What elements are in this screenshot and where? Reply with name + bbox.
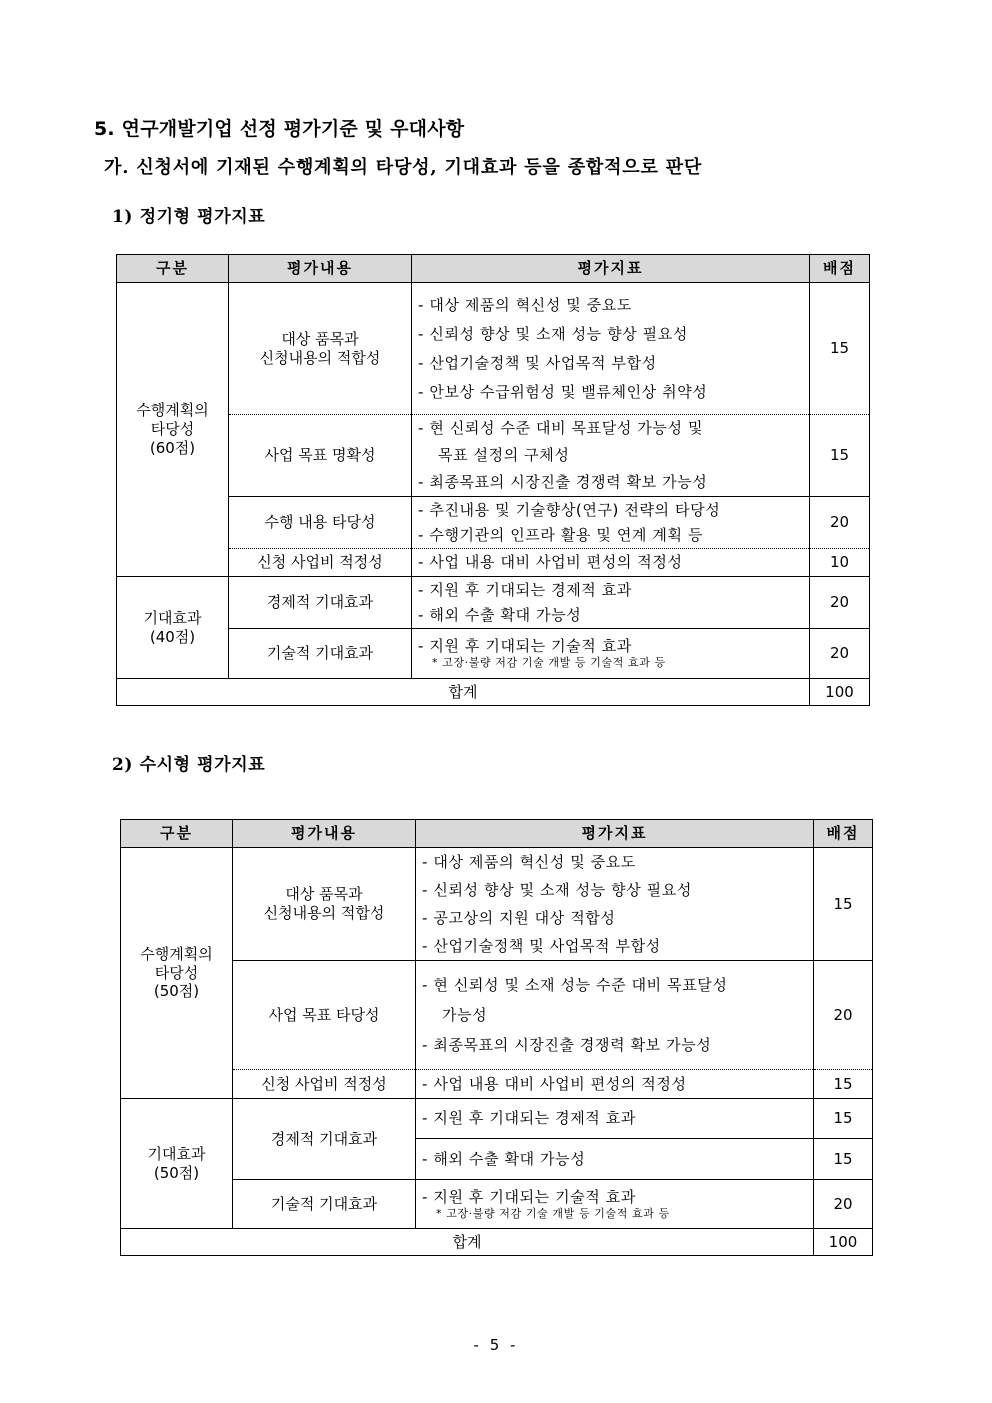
indicator-item: - 추진내용 및 기술향상(연구) 전략의 타당성 [418,500,721,519]
indicator-note: * 고장·불량 저감 기술 개발 등 기술적 효과 등 [432,656,666,669]
table-row [117,415,870,497]
indicator-item: - 지원 후 기대되는 기술적 효과 [418,637,632,656]
category-label: 수행계획의 [136,401,209,420]
category-cell [121,1099,233,1229]
indicator-cell [416,961,814,1070]
indicator-item: - 안보상 수급위험성 및 밸류체인상 취약성 [418,382,708,401]
table-row [117,629,870,679]
table-row [117,549,870,577]
score-cell: 20 [810,497,870,549]
content-cell: 경제적 기대효과 [233,1099,416,1180]
content-cell: 신청 사업비 적정성 [233,1070,416,1099]
indicator-note: * 고장·불량 저감 기술 개발 등 기술적 효과 등 [436,1206,670,1220]
header-content: 평가내용 [233,820,416,848]
content-cell [233,848,416,961]
score-cell: 15 [810,415,870,497]
indicator-item: - 현 신뢰성 수준 대비 목표달성 가능성 및 [418,419,704,437]
score-cell: 15 [814,1070,873,1099]
table2 [120,819,873,1256]
table-row [121,1180,873,1229]
indicator-cell [412,577,810,629]
indicator-item: - 현 신뢰성 및 소재 성능 수준 대비 목표달성 [422,976,728,994]
table-row [117,497,870,549]
total-score: 100 [814,1229,873,1256]
score-cell: 10 [810,549,870,577]
indicator-cell [416,1139,814,1180]
indicator-item: - 지원 후 기대되는 경제적 효과 [418,580,632,599]
table1 [116,254,870,706]
total-row [121,1229,873,1256]
table2-title: 2) 수시형 평가지표 [112,755,266,775]
total-label: 합계 [117,679,810,706]
score-cell: 15 [814,1139,873,1180]
category-label: 수행계획의 [140,944,213,963]
category-label: 기대효과 [143,608,202,627]
header-category: 구분 [117,255,229,283]
content-cell: 수행 내용 타당성 [229,497,412,549]
indicator-cell [412,629,810,679]
indicator-item: - 최종목표의 시장진출 경쟁력 확보 가능성 [422,1036,712,1054]
table-row [121,1099,873,1139]
table-row [121,848,873,961]
category-points: (50점) [153,1163,200,1182]
indicator-item: - 수행기관의 인프라 활용 및 연계 계획 등 [418,525,704,544]
table-row [117,577,870,629]
indicator-cell [412,283,810,415]
category-points: (60점) [149,438,196,457]
header-category: 구분 [121,820,233,848]
score-cell: 20 [810,629,870,679]
indicator-item: - 대상 제품의 혁신성 및 중요도 [422,853,636,871]
table-row [121,961,873,1070]
indicator-item: - 지원 후 기대되는 경제적 효과 [422,1109,636,1128]
indicator-item: - 해외 수출 확대 가능성 [418,605,582,624]
content-cell: 신청 사업비 적정성 [229,549,412,577]
content-cell: 기술적 기대효과 [233,1180,416,1229]
total-row [117,679,870,706]
header-score: 배점 [814,820,873,848]
table-row [117,283,870,415]
category-points: (40점) [149,627,196,646]
content-cell: 경제적 기대효과 [229,577,412,629]
category-cell [117,283,229,577]
category-label: 타당성 [154,963,199,982]
content-text: 대상 품목과 [281,329,359,348]
score-cell: 15 [814,1099,873,1139]
indicator-item: - 산업기술정책 및 사업목적 부합성 [422,937,661,955]
indicator-cell [416,848,814,961]
indicator-item: 가능성 [442,1006,488,1024]
indicator-item: - 대상 제품의 혁신성 및 중요도 [418,295,632,314]
content-cell [229,283,412,415]
indicator-item: - 사업 내용 대비 사업비 편성의 적정성 [422,1074,687,1093]
header-score: 배점 [810,255,870,283]
category-points: (50점) [153,982,200,1001]
header-indicator: 평가지표 [412,255,810,283]
indicator-item: - 신뢰성 향상 및 소재 성능 향상 필요성 [422,881,692,899]
table-row [121,1070,873,1099]
indicator-cell [412,549,810,577]
content-cell: 기술적 기대효과 [229,629,412,679]
sub-title: 가. 신청서에 기재된 수행계획의 타당성, 기대효과 등을 종합적으로 판단 [104,157,703,178]
header-indicator: 평가지표 [416,820,814,848]
score-cell: 20 [814,961,873,1070]
content-cell: 사업 목표 명확성 [229,415,412,497]
score-cell: 20 [810,577,870,629]
indicator-item: 목표 설정의 구체성 [438,446,570,464]
content-text: 신청내용의 적합성 [259,348,381,367]
indicator-item: - 최종목표의 시장진출 경쟁력 확보 가능성 [418,473,708,491]
indicator-item: - 지원 후 기대되는 기술적 효과 [422,1187,636,1206]
content-text: 신청내용의 적합성 [263,904,385,922]
score-cell: 15 [814,848,873,961]
total-score: 100 [810,679,870,706]
score-cell: 20 [814,1180,873,1229]
indicator-cell [416,1180,814,1229]
indicator-cell [416,1099,814,1139]
section-title: 5. 연구개발기업 선정 평가기준 및 우대사항 [94,118,465,140]
category-cell [121,848,233,1099]
indicator-item: - 신뢰성 향상 및 소재 성능 향상 필요성 [418,324,688,343]
page-number: - 5 - [473,1336,519,1354]
indicator-item: - 산업기술정책 및 사업목적 부합성 [418,353,657,372]
content-cell: 사업 목표 타당성 [233,961,416,1070]
table1-title: 1) 정기형 평가지표 [112,207,266,227]
category-cell [117,577,229,679]
indicator-item: - 공고상의 지원 대상 적합성 [422,909,616,927]
indicator-cell [412,497,810,549]
category-label: 타당성 [150,420,195,439]
indicator-cell [416,1070,814,1099]
score-cell: 15 [810,283,870,415]
indicator-item: - 사업 내용 대비 사업비 편성의 적정성 [418,553,683,572]
total-label: 합계 [121,1229,814,1256]
content-text: 대상 품목과 [285,885,363,904]
category-label: 기대효과 [147,1144,206,1163]
header-content: 평가내용 [229,255,412,283]
table2-header-row [121,820,873,848]
table1-header-row [117,255,870,283]
indicator-item: - 해외 수출 확대 가능성 [422,1149,586,1168]
indicator-cell [412,415,810,497]
